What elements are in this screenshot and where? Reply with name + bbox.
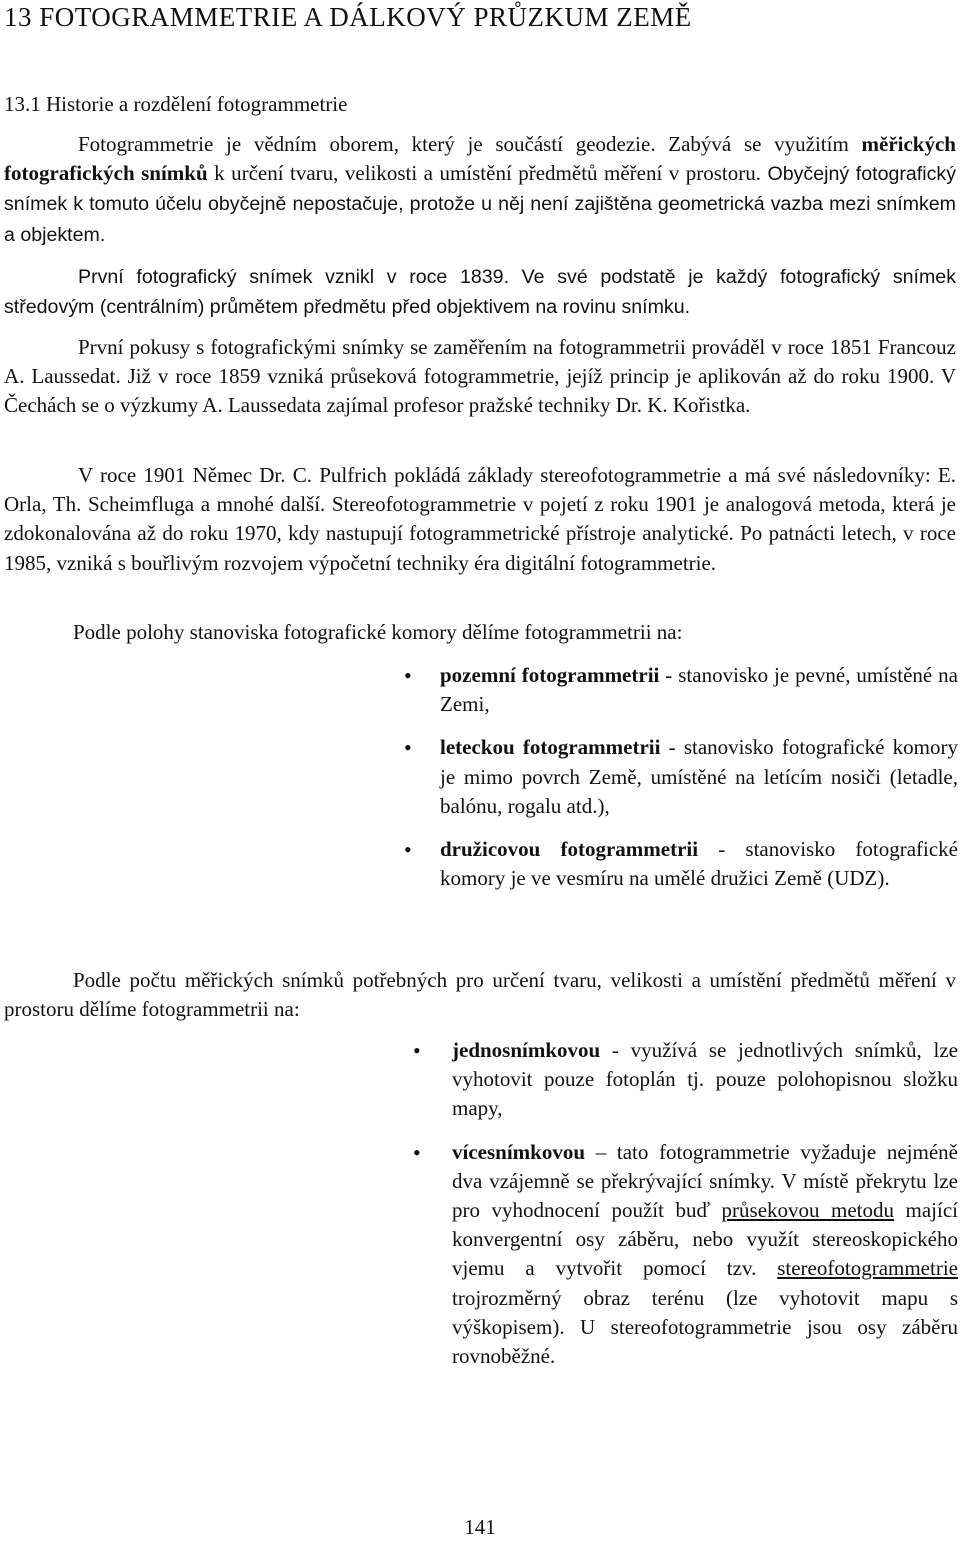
section-heading: 13.1 Historie a rozdělení fotogrammetrie — [4, 92, 348, 116]
list-item-term: leteckou fotogrammetrii — [440, 735, 661, 760]
intro-bold-term: měřických fotografických snímků — [4, 132, 956, 186]
bullet-icon: • — [404, 735, 412, 761]
list-item-text: - využívá se jednotlivých snímků, lze vyhotovit pouze fotoplán tj. pouze polohopisnou složku mapy, — [452, 1038, 958, 1121]
page-number: 141 — [464, 1515, 496, 1539]
list-item-single-image — [413, 1036, 958, 1124]
bullet-icon: • — [413, 1038, 421, 1063]
first-photo-paragraph — [4, 262, 956, 322]
list-item-text-1: – tato fotogrammetrie vyžaduje nejméně dva vzájemně se překrývající snímky. V místě překrytu lze pro vyhodnocení použít buď — [452, 1139, 958, 1223]
intro-text-2: k určení tvaru, velikosti a umístění předmětů měření v prostoru. — [207, 161, 768, 186]
chapter-heading: 13 FOTOGRAMMETRIE A DÁLKOVÝ PRŮZKUM ZEMĚ — [4, 2, 692, 32]
list-item-text: - stanovisko je pevné, umístěné na Zemi, — [440, 663, 958, 717]
first-attempts-paragraph: První pokusy s fotografickými snímky se zaměřením na fotogrammetrii prováděl v roce 1851 Francouz A. Laussedat. Již v roce 1859 vzniká průseková fotogrammetrie, jejíž princip je aplikován až do roku 1900. V Čechách se o výzkumy A. Laussedata zajímal profesor pražské techniky Dr. K. Kořistka. — [4, 335, 956, 418]
document-page — [4, 0, 956, 1541]
list-item-text-3: trojrozměrný obraz terénu (lze vyhotovit mapu s výškopisem). U stereofotogrammetrie jsou osy záběru rovnoběžné. — [452, 1285, 958, 1369]
list-item-terrestrial — [404, 661, 958, 719]
list-item-text-2: mající konvergentní osy záběru, nebo využít stereoskopického vjemu a vytvořit pomocí tzv. — [452, 1198, 958, 1281]
first-photo-text: První fotografický snímek vznikl v roce 1839. Ve své podstatě je každý fotografický snímek středovým (centrálním) průmětem předmětu před objektivem na rovinu snímku. — [4, 266, 956, 319]
bullet-icon: • — [413, 1139, 421, 1165]
by-position-list — [404, 661, 958, 893]
list-item-aerial — [404, 733, 958, 821]
bullet-icon: • — [404, 837, 412, 863]
by-count-intro: Podle počtu měřických snímků potřebných pro určení tvaru, velikosti a umístění předmětů měření v prostoru dělíme fotogrammetrii na: — [4, 968, 956, 1022]
list-item-multi-image — [413, 1138, 958, 1372]
list-item-term: družicovou fotogrammetrii — [440, 837, 699, 862]
intro-sans-text: Obyčejný fotografický snímek k tomuto účelu obyčejně nepostačuje, protože u něj není zajištěna geometrická vazba mezi snímkem a objektem. — [4, 163, 956, 246]
bullet-icon: • — [404, 663, 412, 688]
list-item-term: jednosnímkovou — [452, 1038, 601, 1062]
underlined-term-intersection-method: průsekovou metodu — [721, 1198, 895, 1223]
intro-text-1: Fotogrammetrie je vědním oborem, který je součástí geodezie. Zabývá se využitím — [78, 132, 862, 156]
intro-paragraph — [4, 130, 956, 250]
by-count-list — [413, 1036, 958, 1371]
pulfrich-paragraph: V roce 1901 Němec Dr. C. Pulfrich pokládá základy stereofotogrammetrie a má své následovníky: E. Orla, Th. Scheimfluga a mnohé další. Stereofotogrammetrie v pojetí z roku 1901 je analogová metoda, která je zdokonalována až do roku 1970, kdy nastupují fotogrammetrické přístroje analytické. Po patnácti letech, v roce 1985, vzniká s bouřlivým rozvojem výpočetní techniky éra digitální fotogrammetrie. — [4, 463, 956, 575]
list-item-term: vícesnímkovou — [452, 1139, 586, 1164]
list-item-text: - stanovisko fotografické komory je ve vesmíru na umělé družici Země (UDZ). — [440, 837, 958, 891]
list-item-text: - stanovisko fotografické komory je mimo povrch Země, umístěné na letícím nosiči (letadle, balónu, rogalu atd.), — [440, 735, 958, 818]
underlined-term-stereophotogrammetry: stereofotogrammetrie — [777, 1256, 958, 1281]
by-position-intro: Podle polohy stanoviska fotografické komory dělíme fotogrammetrii na: — [73, 620, 683, 644]
list-item-term: pozemní fotogrammetrii — [440, 663, 660, 687]
list-item-satellite — [404, 835, 958, 893]
